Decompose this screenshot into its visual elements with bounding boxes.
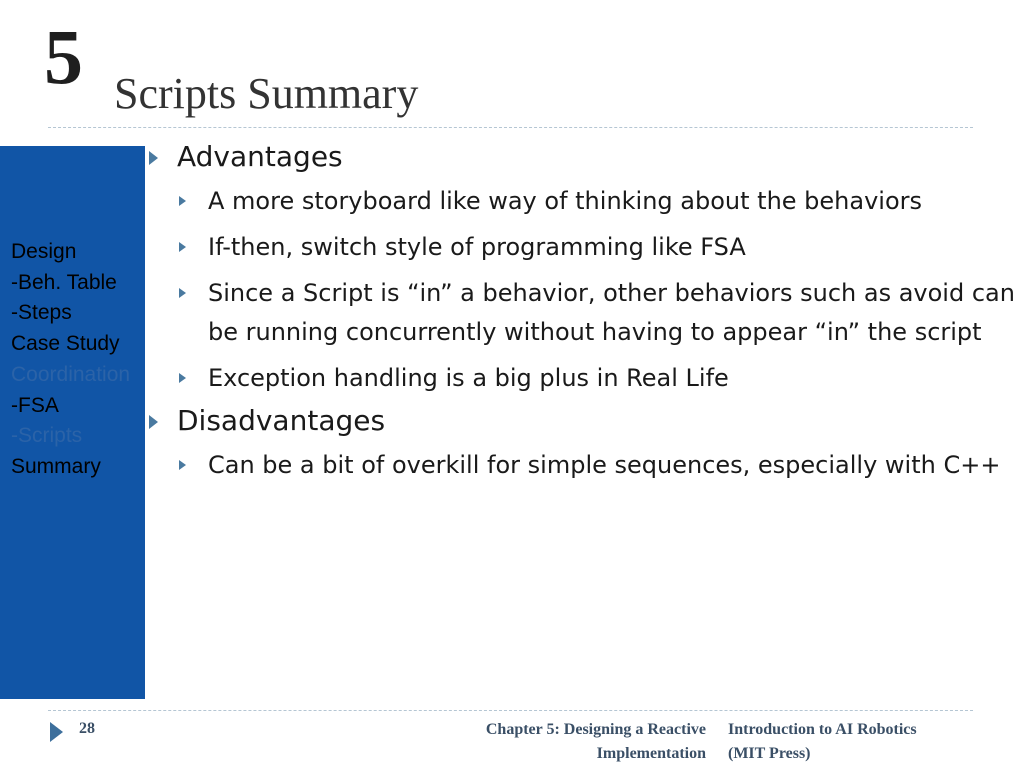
bullet-advantage-item [146, 274, 1024, 352]
footer-chapter-line: Chapter 5: Designing a Reactive [485, 721, 706, 738]
bullet-arrow-icon [179, 196, 186, 206]
footer-book-line: (MIT Press) [728, 745, 811, 762]
bullet-text: A more storyboard like way of thinking about the behaviors [208, 187, 923, 215]
bullet-arrow-icon [149, 415, 158, 429]
sidebar-item-coordination: Coordination [11, 362, 131, 386]
bullet-advantages [146, 138, 1024, 176]
footer-divider [48, 710, 973, 711]
footer-book-line: Introduction to AI Robotics [728, 721, 917, 738]
page-number: 28 [79, 720, 95, 737]
bullet-text: Disadvantages [177, 404, 386, 437]
sidebar-item-design: Design [11, 240, 77, 263]
slide-title: Scripts Summary [114, 69, 419, 118]
bullet-disadvantages [146, 402, 1024, 440]
footer-chapter-line: Implementation [596, 745, 706, 762]
bullet-advantage-item [146, 228, 1024, 267]
bullet-advantage-item [146, 359, 1024, 398]
footer-book [728, 718, 917, 766]
title-divider [48, 127, 973, 128]
bullet-arrow-icon [179, 242, 186, 252]
sidebar-item-fsa: -FSA [11, 393, 59, 417]
bullet-arrow-icon [149, 151, 158, 165]
chapter-number: 5 [44, 13, 83, 100]
sidebar-nav [11, 237, 130, 483]
bullet-advantage-item [146, 182, 1024, 221]
bullet-text: Can be a bit of overkill for simple sequences, especially with C++ [208, 451, 1001, 479]
footer-chapter [486, 718, 706, 766]
footer-arrow-icon [50, 722, 63, 742]
sidebar-item-case-study: Case Study [11, 332, 120, 356]
sidebar-item-scripts: -Scripts [11, 424, 83, 448]
bullet-text: If-then, switch style of programming like FSA [208, 233, 746, 261]
bullet-arrow-icon [179, 460, 186, 470]
bullet-arrow-icon [179, 373, 186, 383]
slide-content [146, 138, 1024, 492]
bullet-disadvantage-item [146, 446, 1024, 485]
sidebar-item-summary: Summary [11, 454, 101, 478]
bullet-arrow-icon [179, 288, 186, 298]
bullet-text: Since a Script is “in” a behavior, other behaviors such as avoid can be running concurrently without having to appear “in” the script [208, 279, 1015, 346]
bullet-text: Advantages [177, 140, 343, 173]
sidebar-item-steps: -Steps [11, 301, 72, 325]
sidebar-item-beh-table: -Beh. Table [11, 270, 117, 294]
bullet-text: Exception handling is a big plus in Real Life [208, 364, 729, 392]
